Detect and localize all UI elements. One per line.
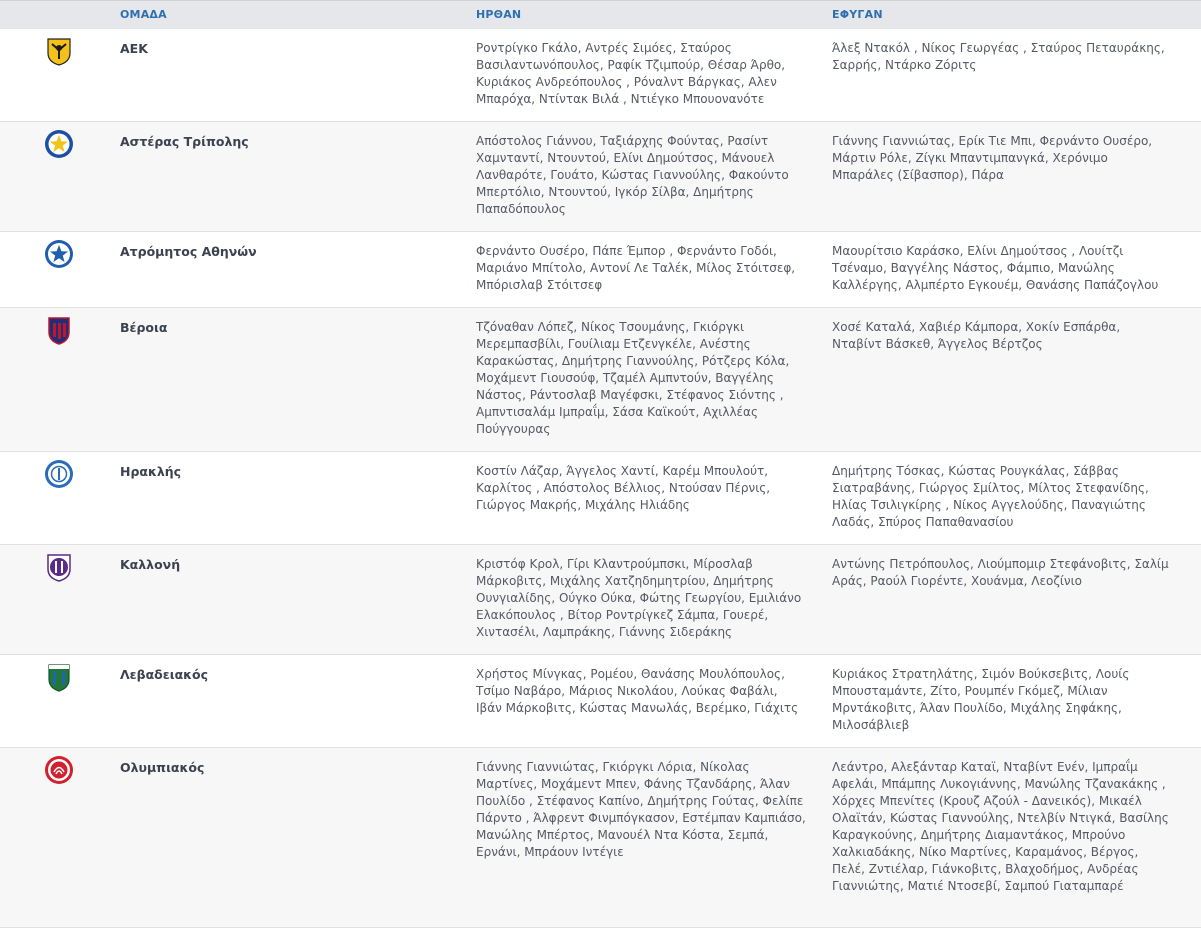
column-header-out[interactable]: ΕΦΥΓΑΝ (832, 8, 883, 21)
team-name[interactable]: Ηρακλής (120, 464, 182, 479)
arrivals-cell: Χρήστος Μίνγκας, Ρομέου, Θανάσης Μουλόπουλος, Τσίμο Ναβάρο, Μάριος Νικολάου, Λούκας Φαβάλι, Ιβάν Μάρκοβιτς, Κώστας Μανωλάς, Βερέμκο, Γιάχιτς (476, 667, 799, 715)
departures-cell: Αντώνης Πετρόπουλος, Λιούμπομιρ Στεφάνοβιτς, Σαλίμ Αράς, Ραούλ Γιορέντε, Χουάνμα, Λεοζίνιο (832, 557, 1169, 588)
arrivals-cell: Τζόναθαν Λόπεζ, Νίκος Τσουμάνης, Γκιόργκι Μερεμπασβίλι, Γουίλιαμ Ετζενγκέλε, Ανέστης Καρακώστας, Δημήτρης Γιαννούλης, Ρότζερς Κόλα, Μοχάμεντ Γιουσούφ, Τζαμέλ Αμπντούν, Βαγγέλης Νάστος, Ράντοσλαβ Μαγέφσκι, Στέφανος Σιόντης , Αμπντισαλάμ Ιμπραΐμ, Σάσα Καϊκούτ, Αχιλλέας Πούγγουρας (476, 320, 790, 436)
departures-cell: Μαουρίτσιο Καράσκο, Ελίνι Δημούτσος , Λουίτζι Τσέναμο, Βαγγέλης Νάστος, Φάμπιο, Μανώλης Καλλέργης, Αλμπέρτο Εγκουέμ, Θανάσης Παπάζογλου (832, 244, 1159, 292)
arrivals-cell: Κοστίν Λάζαρ, Άγγελος Χαντί, Καρέμ Μπουλούτ, Καρλίτος , Απόστολος Βέλλιος, Ντούσαν Πέρνις, Γιώργος Μακρής, Μιχάλης Ηλιάδης (476, 464, 771, 512)
atromitos-crest-icon (44, 239, 74, 269)
table-row (0, 122, 1201, 232)
team-name[interactable]: Βέροια (120, 320, 168, 335)
table-row (0, 29, 1201, 122)
table-row (0, 655, 1201, 748)
olympiacos-crest-icon (44, 755, 74, 785)
table-row (0, 545, 1201, 655)
arrivals-cell: Απόστολος Γιάννου, Ταξιάρχης Φούντας, Ρασίντ Χαμνταντί, Ντουντού, Ελίνι Δημούτσος, Μάνουελ Λανθαρότε, Γουάτο, Κώστας Γιαννούλης, Φακούντο Μπερτόλιο, Ντουντού, Ιγκόρ Σίλβα, Δημήτρης Παπαδόπουλος (476, 134, 789, 216)
arrivals-cell: Κριστόφ Κρολ, Γίρι Κλαντρούμπσκι, Μίροσλαβ Μάρκοβιτς, Μιχάλης Χατζηδημητρίου, Δημήτρης Ουνγιαλίδης, Ούγκο Ούκα, Φώτης Γεωργίου, Εμιλιάνο Ελακόπουλος , Βίτορ Ροντρίγκεζ Σάμπα, Γουερέ, Χιντασέλι, Λαμπράκης, Γιάννης Σιδεράκης (476, 557, 802, 639)
team-name[interactable]: Ολυμπιακός (120, 760, 205, 775)
arrivals-cell: Γιάννης Γιαννιώτας, Γκιόργκι Λόρια, Νίκολας Μαρτίνες, Μοχάμεντ Μπεν, Φάνης Τζανδάρης, Άλαν Πουλίδο , Στέφανος Καπίνο, Δημήτρης Γούτας, Φελίπε Πάρντο , Άλφρεντ Φινμπόγκασον, Εστέμπαν Καμπιάσο, Μανώλης Μπέρτος, Μανουέλ Ντα Κόστα, Σεμπά, Ερνάνι, Μπράουν Ιντέγιε (476, 760, 806, 859)
table-row (0, 452, 1201, 545)
team-name[interactable]: ΑΕΚ (120, 41, 148, 56)
levadiakos-crest-icon (44, 662, 74, 692)
team-name[interactable]: Καλλονή (120, 557, 181, 572)
table-row (0, 308, 1201, 452)
column-header-team[interactable]: ΟΜΑΔΑ (120, 8, 167, 21)
departures-cell: Κυριάκος Στρατηλάτης, Σιμόν Βούκσεβιτς, Λουίς Μπουσταμάντε, Ζίτο, Ρουμπέν Γκόμεζ, Μίλιαν Μρντάκοβιτς, Άλαν Πουλίδο, Μιχάλης Σηφάκης, Μιλοσάβλιεβ (832, 667, 1130, 732)
departures-cell: Γιάννης Γιαννιώτας, Ερίκ Τιε Μπι, Φερνάντο Ουσέρο, Μάρτιν Ρόλε, Ζίγκι Μπαντιμπανγκά, Χερόνιμο Μπαράλες (Σίβασπορ), Πάρα (832, 134, 1153, 182)
aek-crest-icon (44, 36, 74, 66)
team-name[interactable]: Αστέρας Τρίπολης (120, 134, 249, 149)
iraklis-crest-icon (44, 459, 74, 489)
table-row (0, 232, 1201, 308)
kalloni-crest-icon (44, 552, 74, 582)
departures-cell: Άλεξ Ντακόλ , Νίκος Γεωργέας , Σταύρος Πεταυράκης, Σαρρής, Ντάρκο Ζόριτς (832, 41, 1165, 72)
arrivals-cell: Ροντρίγκο Γκάλο, Αντρές Σιμόες, Σταύρος Βασιλαντωνόπουλος, Ραφίκ Τζιμπούρ, Θέσαρ Άρθο, Κυριάκος Ανδρεόπουλος , Ρόναλντ Βάργκας, Αλεν Μπαρόχα, Ντίντακ Βιλά , Ντιέγκο Μπουονανότε (476, 41, 786, 106)
departures-cell: Χοσέ Καταλά, Χαβιέρ Κάμπορα, Χοκίν Εσπάρθα, Νταβίντ Βάσκεθ, Άγγελος Βέρτζος (832, 320, 1121, 351)
veria-crest-icon (44, 315, 74, 345)
column-header-in[interactable]: ΗΡΘΑΝ (476, 8, 522, 21)
team-name[interactable]: Ατρόμητος Αθηνών (120, 244, 257, 259)
asteras-crest-icon (44, 129, 74, 159)
table-header (0, 0, 1201, 29)
table-row (0, 748, 1201, 928)
arrivals-cell: Φερνάντο Ουσέρο, Πάπε Έμπορ , Φερνάντο Γοδόι, Μαριάνο Μπίτολο, Αντονί Λε Ταλέκ, Μίλος Στόιτσεφ, Μπόρισλαβ Στόιτσεφ (476, 244, 796, 292)
departures-cell: Δημήτρης Τόσκας, Κώστας Ρουγκάλας, Σάββας Σιατραβάνης, Γιώργος Σμίλτος, Μίλτος Στεφανίδης, Ηλίας Τσιλιγκίρης , Νίκος Αγγελούδης, Παναγιώτης Λαδάς, Σπύρος Παπαθανασίου (832, 464, 1149, 529)
team-name[interactable]: Λεβαδειακός (120, 667, 209, 682)
departures-cell: Λεάντρο, Αλεξάνταρ Καταϊ, Νταβίντ Ενέν, Ιμπραΐμ Αφελάι, Μπάμπης Λυκογιάννης, Μανώλης Τζανακάκης , Χόρχες Μπενίτες (Κρουζ Αζούλ - Δανεικός), Μικαέλ Ολαϊτάν, Κώστας Γιαννούλης, Ντελβίν Ντιγκά, Βασίλης Καραγκούνης, Δημήτρης Διαμαντάκος, Μπρούνο Χαλκιαδάκης, Νίκο Μαρτίνες, Καραμάνος, Βέργος, Πελέ, Ζντιέλαρ, Γιάνκοβιτς, Βλαχοδήμος, Ανδρέας Γιαννιώτης, Ματιέ Ντοσεβί, Σαμπού Γιαταμπαρέ (832, 760, 1169, 893)
